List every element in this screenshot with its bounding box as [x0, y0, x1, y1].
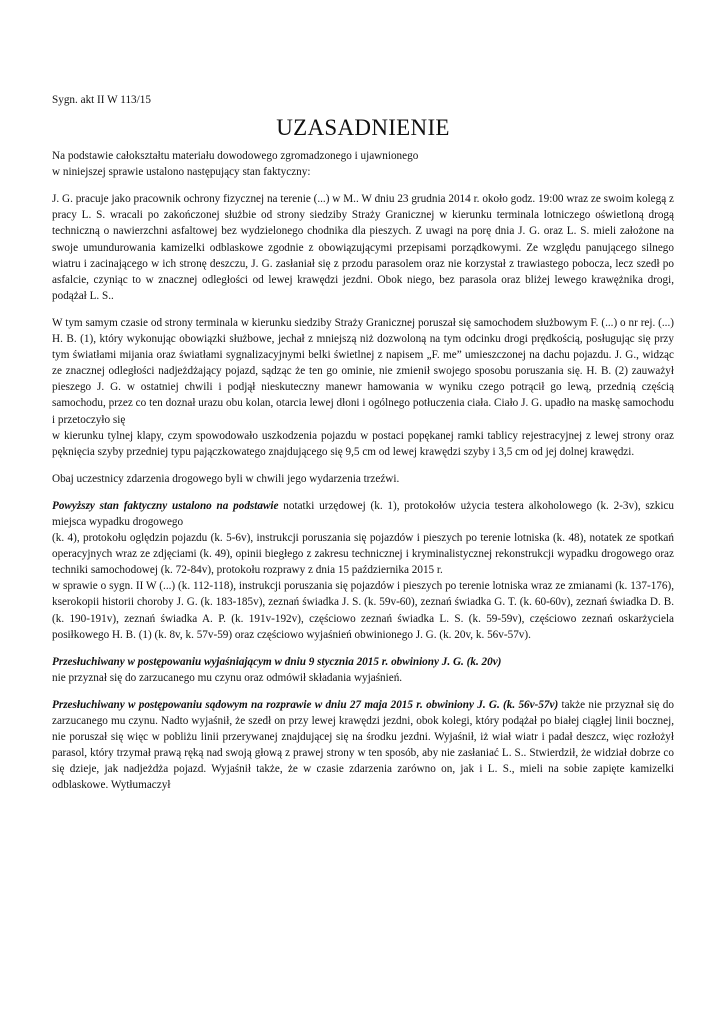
- intro-line-1: Na podstawie całokształtu materiału dowodowego zgromadzonego i ujawnionego: [52, 150, 419, 163]
- evidence-basis-continued-1: (k. 4), protokołu oględzin pojazdu (k. 5-6v), instrukcji poruszania się pojazdów i pieszych po terenie lotniska (k. 48), notatek ze spotkań operacyjnych wraz ze zdjęciami (k. 49), opinii biegłego z zakresu technicznej i kryminalistycznej rekonstrukcji wypadku drogowego oraz techniki samochodowej (k. 72-84v), protokołu rozprawy z dnia 15 października 2015 r.: [52, 532, 674, 577]
- evidence-basis-text: notatki urzędowej (k. 1), protokołów użycia testera alkoholowego (k. 2-3v), szkicu miejsca wypadku drogowego: [52, 499, 674, 528]
- hearing-preliminary-text: nie przyznał się do zarzucanego mu czynu oraz odmówił składania wyjaśnień.: [52, 671, 403, 684]
- page-title: UZASADNIENIE: [276, 115, 450, 141]
- paragraph-facts-1: J. G. pracuje jako pracownik ochrony fizycznej na terenie (...) w M.. W dniu 23 grudnia 2014 r. około godz. 19:00 wraz ze swoim kolegą z pracy L. S. wracali po zakończonej służbie od strony siedziby Straży Granicznej w kierunku terminala lotniczego oświetloną drogą techniczną o nawierzchni asfaltowej bez wydzielonego chodnika dla pieszych. Z uwagi na porę dnia J. G. oraz L. S. mieli założone na swoje umundurowania kamizelki odblaskowe zgodnie z obowiązującymi przepisami porządkowymi. Ze względu panującego silnego wiatru i zacinającego w ich stronę deszczu, J. G. zasłaniał się z przodu parasolem oraz nie korzystał z trawiastego pobocza, lecz szedł po asfalcie, czyniąc to w znacznej odległości od lewej krawędzi jezdni. Obok niego, bez parasola oraz bliżej lewego krawężnika drogi, podążał L. S..: [52, 193, 674, 302]
- intro-line-2: w niniejszej sprawie ustalono następujący stan faktyczny:: [52, 166, 311, 179]
- paragraph-facts-2: W tym samym czasie od strony terminala w kierunku siedziby Straży Granicznej poruszał się samochodem służbowym F. (...) o nr rej. (...) H. B. (1), który wykonując obowiązki służbowe, jechał z mniejszą niż dozwoloną na tym odcinku drogi prędkością, posługując się przy tym światłami mijania oraz światłami sygnalizacyjnymi belki świetlnej z napisem „F. me” umieszczonej na dachu pojazdu. J. G., widząc ze znacznej odległości nadjeżdżający pojazd, sądząc że ten go ominie, nie zmienił swojego sposobu poruszania się. H. B. (2) zauważył pieszego J. G. w ostatniej chwili i podjął nieskuteczny manewr hamowania w wyniku czego potrącił go lewą, przednią częścią samochodu, przez co ten doznał urazu obu kolan, otarcia lewej dłoni i ogólnego potłuczenia ciała. Ciało J. G. upadło na maskę samochodu i przetoczyło się: [52, 316, 674, 426]
- court-hearing-text: także nie przyznał się do zarzucanego mu czynu. Nadto wyjaśnił, że szedł on przy lewej krawędzi jezdni, obok kolegi, który podążał po białej ciągłej linii bocznej, nie poruszał się więc w pobliżu linii przerywanej znajdującej się na środku jezdni. Wyjaśnił, iż wiał wiatr i padał deszcz, więc rozłożył parasol, który trzymał prawą ręką nad swoją głową z prawej strony w ten sposób, aby nie zasłaniać L. S.. Stwierdził, że widział dobrze co się dzieje, jak nadjeżdża pojazd. Wyjaśnił także, że w czasie zdarzenia zarówno on, jak i L. S., mieli na sobie zapięte kamizelki odblaskowe. Wytłumaczył: [52, 698, 674, 792]
- court-hearing-lead: Przesłuchiwany w postępowaniu sądowym na rozprawie w dniu 27 maja 2015 r. obwiniony J. G. (k. 56v-57v): [52, 698, 559, 711]
- case-signature: Sygn. akt II W 113/15: [52, 94, 151, 106]
- hearing-preliminary-heading: Przesłuchiwany w postępowaniu wyjaśniającym w dniu 9 stycznia 2015 r. obwiniony J. G. (k. 20v): [52, 655, 502, 668]
- evidence-basis-continued-2: w sprawie o sygn. II W (...) (k. 112-118), instrukcji poruszania się pojazdów i pieszych po terenie lotniska wraz ze zmianami (k. 137-176), kserokopii historii choroby J. G. (k. 183-185v), zeznań świadka J. S. (k. 59v-60), zeznań świadka G. T. (k. 60-60v), zeznań świadka D. B. (k. 190-191v), zeznań świadka A. P. (k. 191v-192v), częściowo zeznań świadka L. S. (k. 59-59v), częściowo zeznań oskarżyciela posiłkowego H. B. (1) (k. 8v, k. 57v-59) oraz częściowo wyjaśnień obwinionego J. G. (k. 20v, k. 56v-57v).: [52, 580, 674, 641]
- paragraph-sobriety: Obaj uczestnicy zdarzenia drogowego byli w chwili jego wydarzenia trzeźwi.: [52, 472, 400, 485]
- paragraph-evidence-basis: [52, 498, 674, 530]
- document-page: [52, 92, 674, 793]
- evidence-basis-lead: Powyższy stan faktyczny ustalono na podstawie: [52, 499, 279, 512]
- paragraph-court-hearing: [52, 697, 674, 794]
- paragraph-facts-2-continued: w kierunku tylnej klapy, czym spowodowało uszkodzenia pojazdu w postaci popękanej ramki tablicy rejestracyjnej z lewej strony oraz pęknięcia szyby przedniej typu pajączkowatego znajdującego się 9,5 cm od lewej krawędzi szyby i 3,5 cm od jej dolnej krawędzi.: [52, 429, 674, 458]
